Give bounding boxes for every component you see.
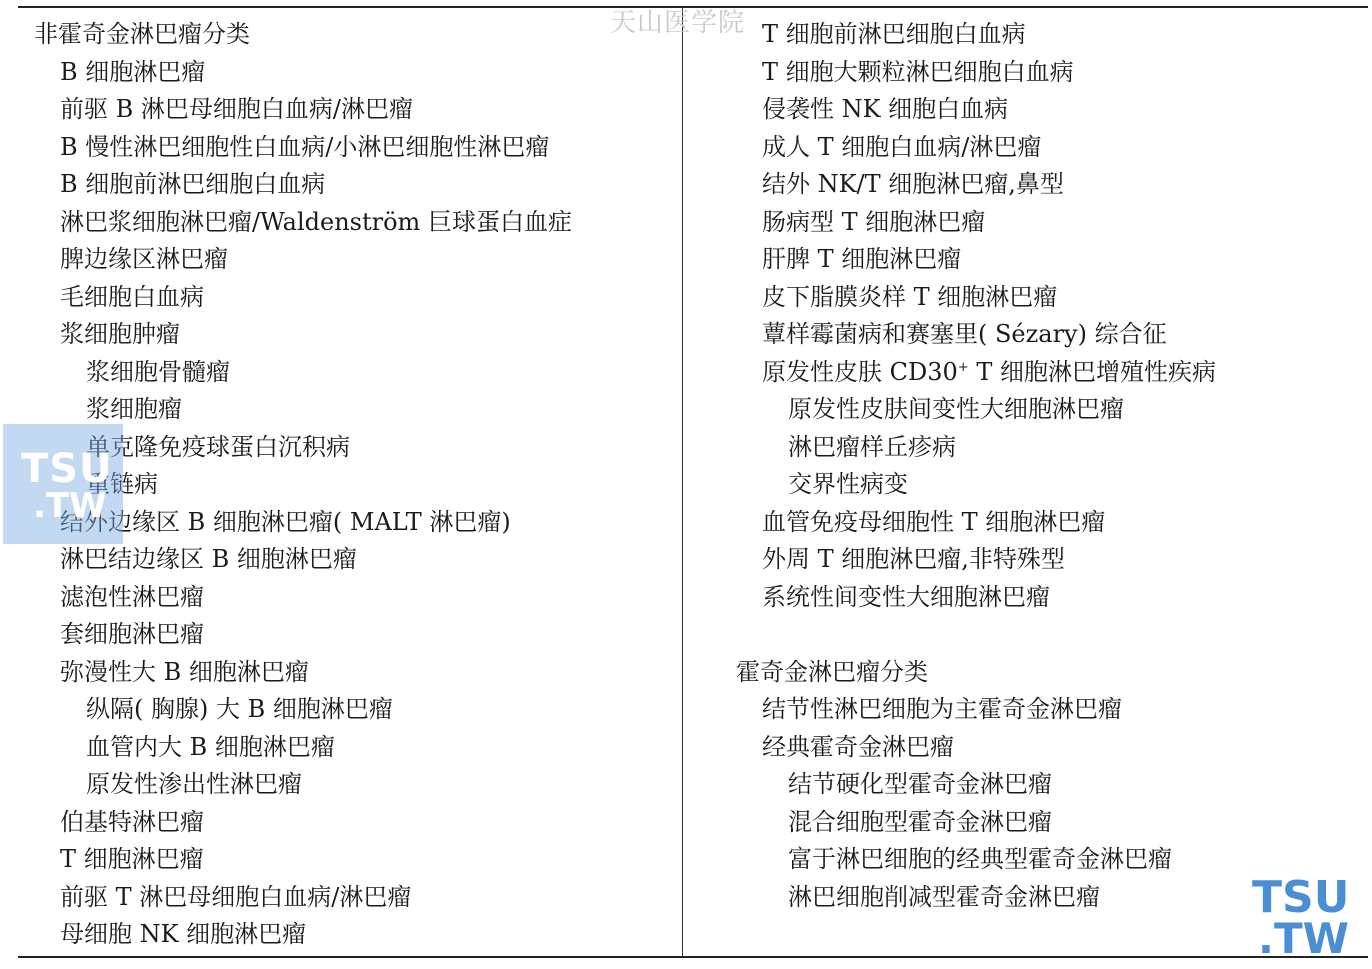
subcategory-item — [34, 391, 674, 429]
category-item — [34, 541, 674, 579]
item-text: 原发性渗出性淋巴瘤 — [86, 770, 302, 798]
item-text: 原发性皮肤间变性大细胞淋巴瘤 — [788, 395, 1124, 423]
logo-text: TSU — [1252, 872, 1350, 923]
item-text: 富于淋巴细胞的经典型霍奇金淋巴瘤 — [788, 845, 1172, 873]
section-gap — [736, 616, 1356, 654]
category-item — [34, 579, 674, 617]
item-text: 肠病型 T 细胞淋巴瘤 — [762, 207, 986, 236]
category-item — [34, 129, 674, 167]
item-text: 弥漫性大 B 细胞淋巴瘤 — [60, 657, 309, 686]
item-text: 滤泡性淋巴瘤 — [60, 582, 204, 611]
category-item — [736, 166, 1356, 204]
category-item — [34, 316, 674, 354]
item-text: 侵袭性 NK 细胞白血病 — [762, 95, 1009, 123]
logo-text: .TW — [33, 486, 107, 526]
subcategory-item — [34, 729, 674, 767]
subcategory-item — [736, 391, 1356, 429]
item-text: 伯基特淋巴瘤 — [60, 807, 204, 836]
item-text: B 细胞淋巴瘤 — [60, 57, 206, 86]
site-watermark: 天山医学院 — [610, 8, 746, 38]
item-text: 淋巴细胞削减型霍奇金淋巴瘤 — [788, 882, 1100, 911]
superscript-plus: + — [957, 359, 969, 375]
category-item — [736, 316, 1356, 354]
subcategory-item — [736, 804, 1356, 842]
category-item — [34, 279, 674, 317]
item-text: T 细胞前淋巴细胞白血病 — [762, 20, 1026, 48]
item-text: 皮下脂膜炎样 T 细胞淋巴瘤 — [762, 282, 1058, 311]
category-item — [34, 916, 674, 954]
item-text: 外周 T 细胞淋巴瘤,非特殊型 — [762, 545, 1065, 573]
category-item — [34, 166, 674, 204]
item-text: 肝脾 T 细胞淋巴瘤 — [762, 245, 962, 273]
category-item — [34, 654, 674, 692]
item-text: 套细胞淋巴瘤 — [60, 620, 204, 648]
item-text: 前驱 T 淋巴母细胞白血病/淋巴瘤 — [60, 882, 412, 911]
item-text: 结外边缘区 B 细胞淋巴瘤( MALT 淋巴瘤) — [60, 507, 511, 536]
subcategory-item — [736, 766, 1356, 804]
section-heading — [34, 16, 674, 54]
category-item — [736, 541, 1356, 579]
item-text: 淋巴结边缘区 B 细胞淋巴瘤 — [60, 545, 357, 573]
category-item — [34, 204, 674, 242]
item-text: 毛细胞白血病 — [60, 282, 204, 311]
category-item — [34, 91, 674, 129]
item-text: 重链病 — [86, 470, 158, 498]
category-item — [736, 241, 1356, 279]
category-item — [736, 354, 1356, 392]
category-item — [34, 804, 674, 842]
item-text: 淋巴浆细胞淋巴瘤/Waldenström 巨球蛋白血症 — [60, 207, 572, 236]
section-heading — [736, 654, 1356, 692]
item-text: 浆细胞肿瘤 — [60, 320, 180, 348]
category-item — [736, 504, 1356, 542]
item-text: T 细胞大颗粒淋巴细胞白血病 — [762, 57, 1074, 86]
item-text: 成人 T 细胞白血病/淋巴瘤 — [762, 132, 1042, 161]
logo-text: .TW — [1258, 914, 1349, 963]
item-text: 原发性皮肤 CD30 — [762, 357, 958, 386]
bottom-rule — [18, 956, 1368, 958]
item-text-tail: T 细胞淋巴增殖性疾病 — [968, 357, 1216, 386]
tsu-logo-watermark-right — [1250, 872, 1362, 963]
item-text: 结节性淋巴细胞为主霍奇金淋巴瘤 — [762, 695, 1122, 723]
item-text: 血管内大 B 细胞淋巴瘤 — [86, 732, 335, 761]
item-text: 单克隆免疫球蛋白沉积病 — [86, 432, 350, 461]
item-text: 脾边缘区淋巴瘤 — [60, 245, 228, 273]
item-text: 淋巴瘤样丘疹病 — [788, 432, 956, 461]
item-text: 浆细胞瘤 — [86, 395, 182, 423]
logo-text: TSU — [21, 446, 113, 492]
right-classification-column — [736, 16, 1356, 916]
item-text: B 慢性淋巴细胞性白血病/小淋巴细胞性淋巴瘤 — [60, 132, 550, 161]
subcategory-item — [34, 766, 674, 804]
item-text: 蕈样霉菌病和赛塞里( Sézary) 综合征 — [762, 320, 1167, 348]
item-text: T 细胞淋巴瘤 — [60, 845, 204, 873]
category-item — [736, 129, 1356, 167]
item-text: 霍奇金淋巴瘤分类 — [736, 657, 928, 686]
item-text: 浆细胞骨髓瘤 — [86, 357, 230, 386]
item-text: 交界性病变 — [788, 470, 908, 498]
category-item — [736, 204, 1356, 242]
category-item — [736, 54, 1356, 92]
category-item — [736, 279, 1356, 317]
subcategory-item — [34, 429, 674, 467]
subcategory-item — [736, 466, 1356, 504]
subcategory-item — [736, 429, 1356, 467]
item-text: 纵隔( 胸腺) 大 B 细胞淋巴瘤 — [86, 695, 393, 723]
category-item — [34, 879, 674, 917]
item-text: B 细胞前淋巴细胞白血病 — [60, 170, 326, 198]
category-item — [736, 579, 1356, 617]
item-text: 结节硬化型霍奇金淋巴瘤 — [788, 770, 1052, 798]
left-classification-column — [34, 16, 674, 954]
category-item — [34, 54, 674, 92]
category-item — [736, 691, 1356, 729]
category-item — [34, 841, 674, 879]
tsu-logo-watermark-left — [3, 424, 123, 544]
item-text: 经典霍奇金淋巴瘤 — [762, 732, 954, 761]
subcategory-item — [34, 466, 674, 504]
category-item — [736, 16, 1356, 54]
subcategory-item — [34, 354, 674, 392]
item-text: 混合细胞型霍奇金淋巴瘤 — [788, 807, 1052, 836]
category-item — [34, 241, 674, 279]
item-text: 血管免疫母细胞性 T 细胞淋巴瘤 — [762, 507, 1106, 536]
column-divider — [682, 8, 683, 956]
category-item — [34, 616, 674, 654]
subcategory-item — [34, 691, 674, 729]
item-text: 母细胞 NK 细胞淋巴瘤 — [60, 920, 307, 948]
category-item — [736, 91, 1356, 129]
item-text: 前驱 B 淋巴母细胞白血病/淋巴瘤 — [60, 95, 413, 123]
item-text: 系统性间变性大细胞淋巴瘤 — [762, 582, 1050, 611]
category-item — [736, 729, 1356, 767]
item-text: 非霍奇金淋巴瘤分类 — [34, 20, 250, 48]
category-item — [34, 504, 674, 542]
item-text: 结外 NK/T 细胞淋巴瘤,鼻型 — [762, 170, 1064, 198]
